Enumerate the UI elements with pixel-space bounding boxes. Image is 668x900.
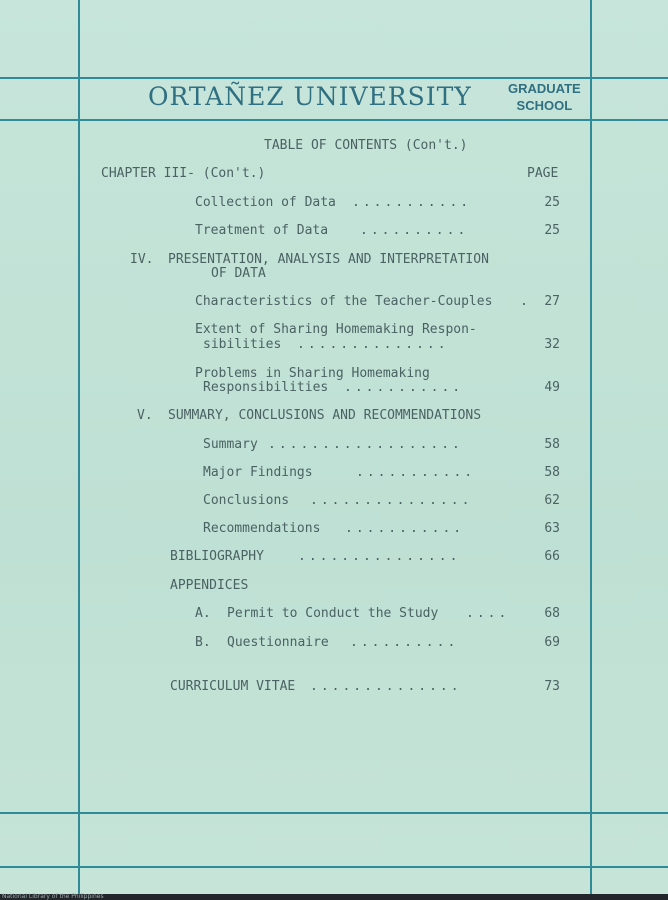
toc-entry-label: Characteristics of the Teacher-Couples	[195, 294, 493, 309]
toc-entry-page: 58	[544, 465, 560, 480]
chapter-title: SUMMARY, CONCLUSIONS AND RECOMMENDATIONS	[168, 408, 482, 423]
toc-entry-label: Treatment of Data	[195, 223, 329, 238]
toc-leader-dots: ..........	[350, 635, 459, 650]
toc-entry-label: Recommendations	[203, 521, 321, 536]
toc-entry-page: 27	[544, 294, 560, 309]
chapter-number: V.	[137, 408, 153, 423]
toc-entry-label-cont: Responsibilities	[203, 380, 329, 395]
toc-leader-dots: ..............	[310, 679, 462, 694]
chapter-title: PRESENTATION, ANALYSIS AND INTERPRETATION	[168, 252, 489, 267]
toc-leader-dots: ..................	[268, 437, 463, 452]
page-heading: PAGE	[527, 166, 559, 181]
toc-entry-label: CURRICULUM VITAE	[170, 679, 296, 694]
toc-leader-dots: ...........	[352, 195, 472, 210]
appendix-letter: B.	[195, 635, 211, 650]
university-name: ORTAÑEZ UNIVERSITY	[148, 82, 472, 111]
header-rule-top	[0, 77, 668, 79]
toc-entry-page: 62	[544, 493, 560, 508]
toc-entry-page: 49	[544, 380, 560, 395]
toc-leader-dots: ...............	[310, 493, 473, 508]
toc-entry-label: Summary	[203, 437, 258, 452]
toc-leader-dots: ...............	[298, 549, 461, 564]
toc-leader-dots: ...........	[345, 521, 465, 536]
toc-entry-label: Conclusions	[203, 493, 290, 508]
scan-credit: National Library of the Philippines	[2, 893, 104, 900]
school-name-line2: SCHOOL	[516, 98, 573, 113]
chapter-heading: CHAPTER III- (Con't.)	[101, 166, 266, 181]
toc-entry-page: 66	[544, 549, 560, 564]
appendix-letter: A.	[195, 606, 211, 621]
toc-entry-label: APPENDICES	[170, 578, 249, 593]
toc-entry-label: Collection of Data	[195, 195, 336, 210]
toc-entry-page: 25	[544, 223, 560, 238]
toc-entry-label: Questionnaire	[227, 635, 329, 650]
margin-line-right	[590, 0, 592, 900]
toc-leader-dots: ...........	[356, 465, 476, 480]
toc-entry-label: BIBLIOGRAPHY	[170, 549, 264, 564]
toc-entry-label: Permit to Conduct the Study	[227, 606, 439, 621]
toc-leader-dots: ...........	[344, 380, 464, 395]
toc-entry-page: 63	[544, 521, 560, 536]
toc-leader-dots: .	[520, 294, 531, 309]
toc-leader-dots: ..........	[360, 223, 469, 238]
toc-entry-page: 73	[544, 679, 560, 694]
chapter-title-cont: OF DATA	[211, 266, 266, 281]
toc-entry-page: 32	[544, 337, 560, 352]
toc-entry-label-cont: sibilities	[203, 337, 282, 352]
toc-entry-page: 68	[544, 606, 560, 621]
footer-rule-top	[0, 812, 668, 814]
toc-leader-dots: ..............	[297, 337, 449, 352]
header-rule-bottom	[0, 119, 668, 121]
toc-entry-label: Major Findings	[203, 465, 313, 480]
toc-leader-dots: ....	[466, 606, 510, 621]
toc-entry-page: 25	[544, 195, 560, 210]
toc-title: TABLE OF CONTENTS (Con't.)	[264, 138, 468, 153]
footer-rule-bottom	[0, 866, 668, 868]
toc-entry-label: Problems in Sharing Homemaking	[195, 366, 430, 381]
school-name	[508, 80, 581, 114]
toc-entry-page: 58	[544, 437, 560, 452]
toc-entry-page: 69	[544, 635, 560, 650]
school-name-line1: GRADUATE	[508, 81, 581, 96]
toc-entry-label: Extent of Sharing Homemaking Respon-	[195, 322, 477, 337]
chapter-number: IV.	[130, 252, 154, 267]
margin-line-left	[78, 0, 80, 900]
